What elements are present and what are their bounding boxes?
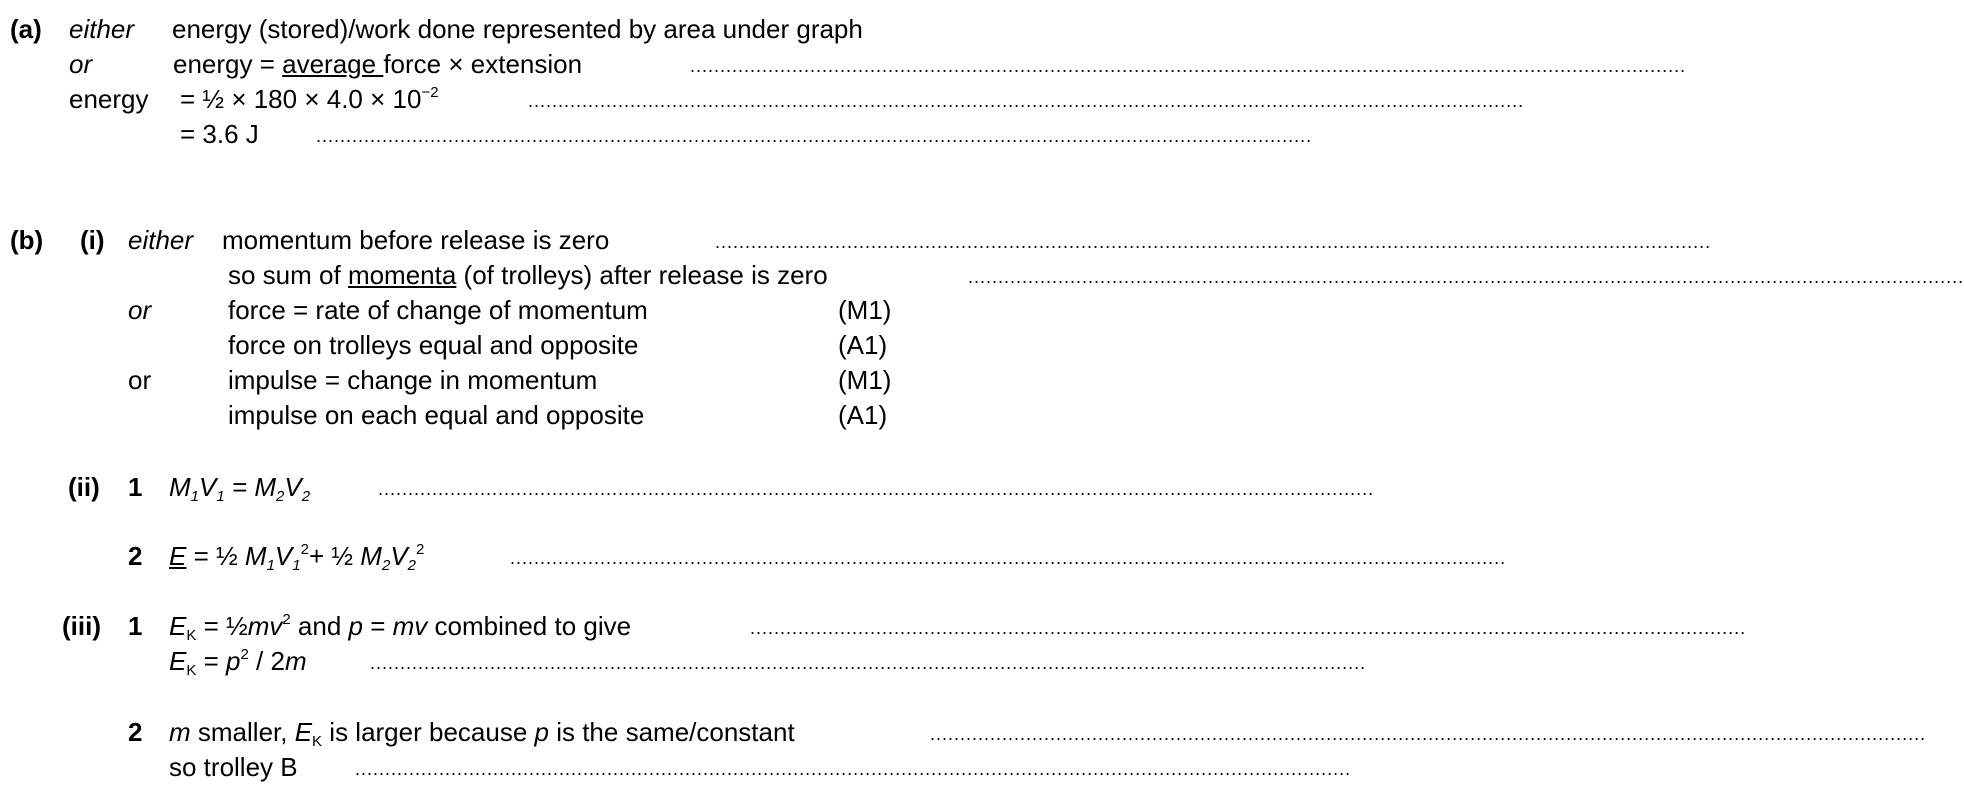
part-b-iii-label: (iii) (62, 611, 101, 641)
either-label: either (69, 14, 135, 44)
or-label: or (69, 49, 93, 79)
answer-dots: ...................................................................................................................................................................... (378, 479, 1375, 499)
answer-dots: ...................................................................................................................................................................... (355, 759, 1352, 779)
b-i-line-1: momentum before release is zero (222, 225, 610, 255)
b-i-line-6: impulse on each equal and opposite (228, 400, 645, 430)
answer-dots: ...................................................................................................................................................................... (930, 724, 1927, 744)
mark-m1: (M1) (838, 295, 892, 325)
b-iii-line-2: $E_K = p^2 / 2m$ (169, 646, 307, 679)
or-label: or (128, 295, 152, 325)
a-line-1: energy (stored)/work done represented by area under graph (172, 14, 863, 44)
mark-a1: (A1) (838, 330, 888, 360)
b-i-line-2: so sum of momenta (of trolleys) after release is zero (228, 260, 828, 290)
b-i-line-3: force = rate of change of momentum (228, 295, 648, 325)
item-number-1: 1 (128, 611, 143, 641)
answer-dots: ...................................................................................................................................................................... (316, 126, 1313, 146)
mark-m1: (M1) (838, 365, 892, 395)
b-iii-line-4: so trolley B (169, 752, 298, 782)
a-equation-1: = ½ × $180 \times 4.0 \times 10^{-2}$ (180, 84, 439, 114)
part-b-label: (b) (10, 225, 44, 255)
b-iii-line-1: $E_K$ = $\frac{1}{2}mv^2$ and p = mv combined to give (169, 611, 632, 644)
answer-dots: ...................................................................................................................................................................... (715, 232, 1712, 252)
answer-dots: ...................................................................................................................................................................... (510, 548, 1507, 568)
answer-dots: ...................................................................................................................................................................... (528, 91, 1525, 111)
answer-dots: ...................................................................................................................................................................... (968, 267, 1964, 287)
either-label: either (128, 225, 194, 255)
b-i-line-4: force on trolleys equal and opposite (228, 330, 639, 360)
answer-dots: ...................................................................................................................................................................... (690, 56, 1687, 76)
answer-dots: ...................................................................................................................................................................... (750, 618, 1747, 638)
b-iii-line-3: m smaller, $E_K$ is larger because p is the same/constant (169, 717, 795, 750)
momentum-equation: $M_1V_1 = M_2V_2$ (169, 472, 311, 505)
mark-a1: (A1) (838, 400, 888, 430)
or-label: or (128, 365, 152, 395)
part-a-label: (a) (10, 14, 42, 44)
energy-equation: E = ½ $M_1V_1^2+$ ½ $M_2V_2^2$ (169, 541, 425, 574)
item-number-1: 1 (128, 472, 143, 502)
a-line-2: energy = average force × extension (173, 49, 583, 79)
part-b-i-label: (i) (80, 225, 105, 255)
part-b-ii-label: (ii) (68, 472, 100, 502)
energy-label: energy (69, 84, 149, 114)
item-number-2: 2 (128, 717, 143, 747)
item-number-2: 2 (128, 541, 143, 571)
a-equation-2: = 3.6 J (180, 119, 259, 149)
b-i-line-5: impulse = change in momentum (228, 365, 598, 395)
answer-dots: ...................................................................................................................................................................... (370, 653, 1367, 673)
